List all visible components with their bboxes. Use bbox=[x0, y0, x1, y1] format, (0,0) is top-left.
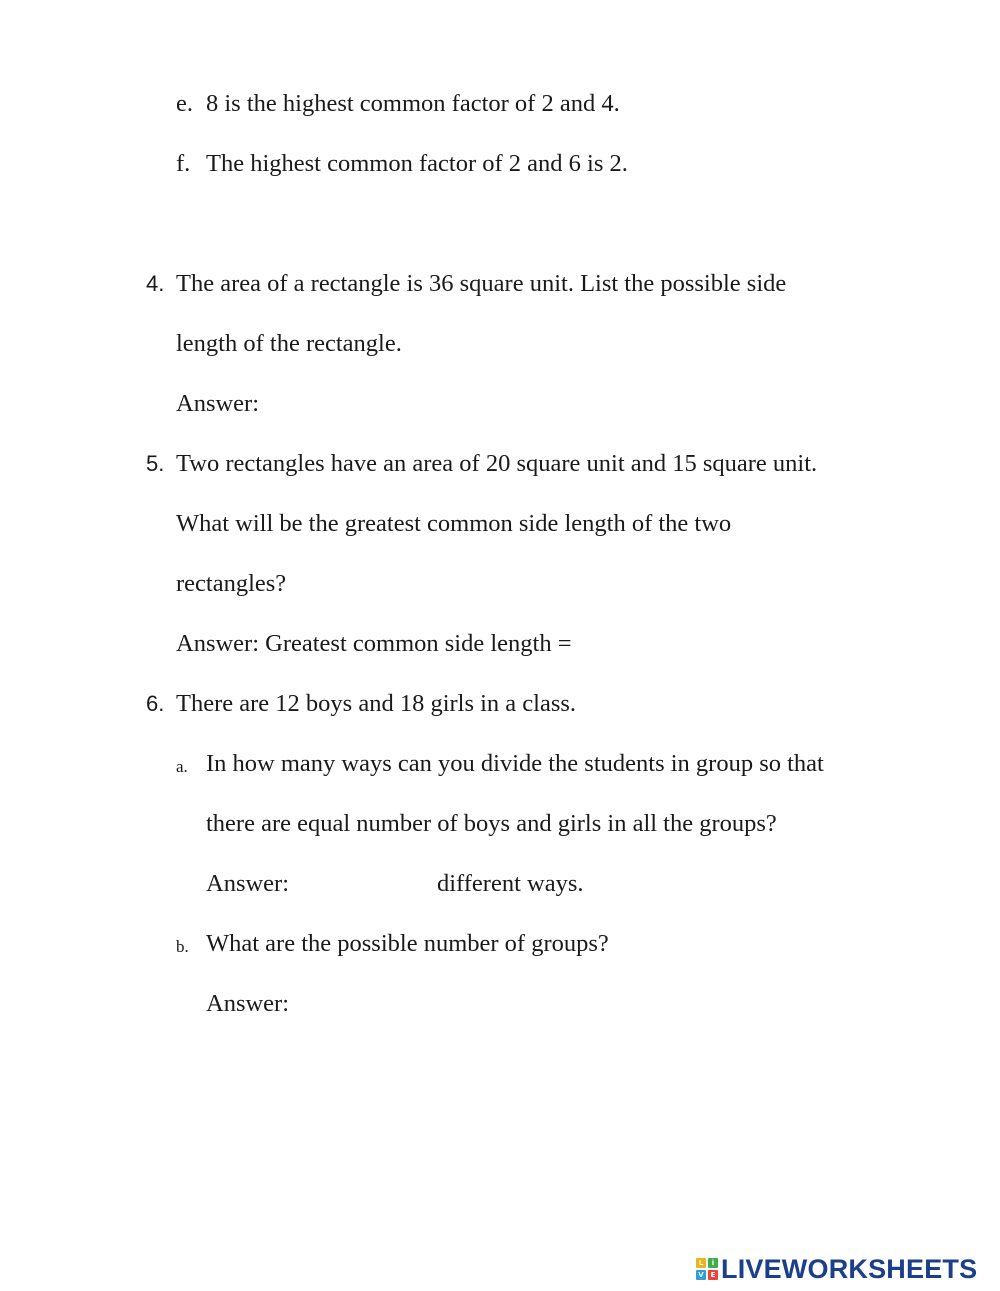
question-5-line-2: What will be the greatest common side length of the two bbox=[176, 510, 732, 537]
question-6-text: There are 12 boys and 18 girls in a class. bbox=[176, 690, 577, 717]
statement-e: 8 is the highest common factor of 2 and 4. bbox=[206, 90, 620, 117]
logo-block-4: E bbox=[708, 1270, 718, 1280]
logo-block-3: V bbox=[696, 1270, 706, 1280]
liveworksheets-logo bbox=[696, 1253, 977, 1285]
question-6a-answer-label: Answer: bbox=[206, 870, 290, 897]
logo-block-1: L bbox=[696, 1258, 706, 1268]
liveworksheets-blocks-icon bbox=[696, 1258, 718, 1280]
question-6b-answer-label: Answer: bbox=[206, 990, 290, 1017]
question-6b-marker: b. bbox=[176, 937, 189, 956]
logo-wordmark: LIVEWORKSHEETS bbox=[721, 1254, 978, 1284]
question-4-line-1: The area of a rectangle is 36 square unit. List the possible side bbox=[176, 270, 787, 297]
question-6a-line-2: there are equal number of boys and girls in all the groups? bbox=[206, 810, 777, 837]
question-5-number: 5. bbox=[146, 451, 165, 476]
question-4-number: 4. bbox=[146, 271, 165, 296]
question-5-answer-label: Answer: Greatest common side length = bbox=[176, 630, 572, 657]
question-6a-answer-suffix: different ways. bbox=[437, 870, 584, 897]
statement-f: The highest common factor of 2 and 6 is 2. bbox=[206, 150, 628, 177]
question-6-number: 6. bbox=[146, 691, 165, 716]
question-4-line-2: length of the rectangle. bbox=[176, 330, 402, 357]
question-5-line-1: Two rectangles have an area of 20 square unit and 15 square unit. bbox=[176, 450, 818, 477]
item-marker-e: e. bbox=[176, 90, 193, 117]
logo-block-2: i bbox=[708, 1258, 718, 1268]
question-4-answer-label: Answer: bbox=[176, 390, 260, 417]
question-6a-marker: a. bbox=[176, 757, 188, 776]
question-6a-line-1: In how many ways can you divide the students in group so that bbox=[206, 750, 824, 777]
question-6b-line-1: What are the possible number of groups? bbox=[206, 930, 609, 957]
item-marker-f: f. bbox=[176, 150, 191, 177]
question-5-line-3: rectangles? bbox=[176, 570, 287, 597]
